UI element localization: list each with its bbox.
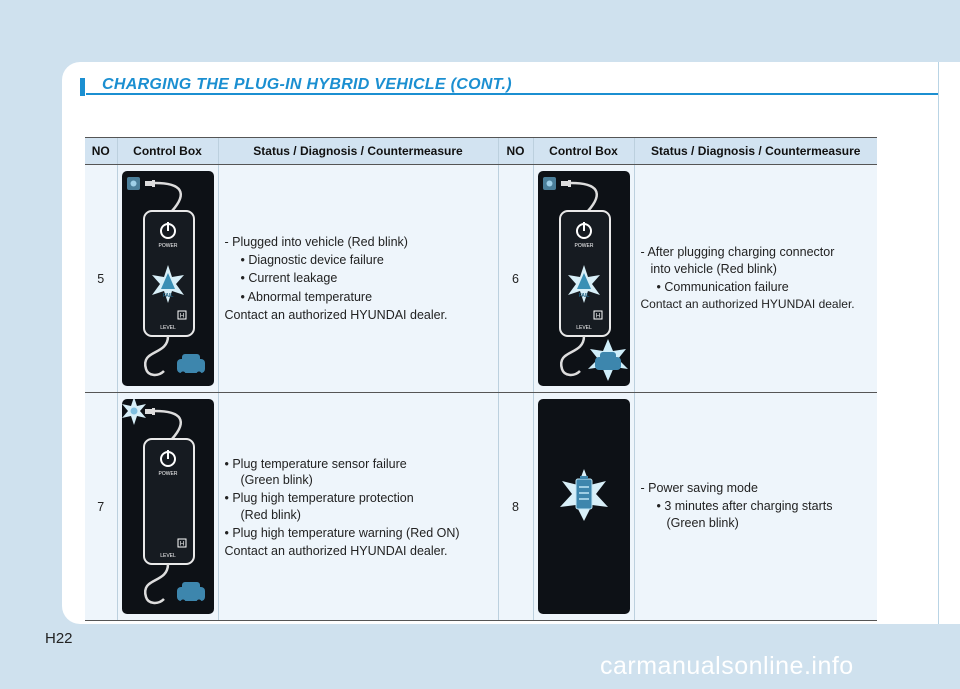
control-box-cell bbox=[117, 393, 218, 621]
control-box-illustration-fail bbox=[122, 171, 214, 386]
dealer-note: Contact an authorized HYUNDAI dealer. bbox=[224, 544, 448, 558]
status-bullet: • Plug high temperature warning (Red ON) bbox=[224, 525, 460, 540]
cable-icon-lower bbox=[145, 336, 168, 375]
svg-text:H: H bbox=[179, 313, 184, 320]
col-header-control-box: Control Box bbox=[117, 138, 218, 165]
status-cell bbox=[634, 165, 877, 393]
control-box-illustration-power-saving bbox=[538, 399, 630, 614]
battery-icon bbox=[576, 479, 592, 509]
row-number: 5 bbox=[85, 165, 117, 393]
status-bullet: • Abnormal temperature bbox=[240, 289, 373, 304]
col-header-status-2: Status / Diagnosis / Countermeasure bbox=[634, 138, 877, 165]
cable-icon-lower bbox=[561, 336, 584, 375]
power-label: POWER bbox=[158, 471, 177, 477]
status-bullet: • 3 minutes after charging starts (Green blink) bbox=[656, 499, 833, 530]
plug-icon bbox=[145, 409, 153, 414]
status-bullet: • Current leakage bbox=[240, 271, 338, 286]
title-underline bbox=[86, 93, 938, 95]
power-label: POWER bbox=[158, 243, 177, 249]
col-header-no-2: NO bbox=[498, 138, 533, 165]
svg-text:H: H bbox=[595, 313, 600, 320]
status-bullet: • Diagnostic device failure bbox=[240, 253, 384, 268]
status-line: - Plugged into vehicle (Red blink) bbox=[224, 234, 408, 249]
status-line: - Power saving mode bbox=[640, 481, 758, 496]
page-number: H22 bbox=[45, 630, 73, 647]
table-row bbox=[85, 393, 877, 621]
page-edge-line bbox=[938, 62, 939, 624]
row-number: 7 bbox=[85, 393, 117, 621]
status-bullet: • Communication failure bbox=[656, 279, 789, 294]
dealer-note: Contact an authorized HYUNDAI dealer. bbox=[640, 297, 855, 312]
row-number: 8 bbox=[498, 393, 533, 621]
svg-text:H: H bbox=[179, 541, 184, 548]
status-line: - After plugging charging connector bbox=[640, 245, 835, 260]
status-cell bbox=[634, 393, 877, 621]
fail-label: FAIL bbox=[578, 293, 589, 299]
level-label: LEVEL bbox=[575, 325, 592, 331]
status-table bbox=[85, 137, 877, 621]
col-header-control-box-2: Control Box bbox=[533, 138, 634, 165]
title-accent-bar bbox=[80, 78, 85, 96]
control-box-cell bbox=[533, 165, 634, 393]
level-label: LEVEL bbox=[159, 325, 176, 331]
cable-icon bbox=[155, 183, 181, 211]
level-label: LEVEL bbox=[159, 553, 176, 559]
col-header-status: Status / Diagnosis / Countermeasure bbox=[218, 138, 498, 165]
status-cell bbox=[218, 165, 498, 393]
watermark: carmanualsonline.info bbox=[600, 652, 854, 680]
dealer-note: Contact an authorized HYUNDAI dealer. bbox=[224, 307, 448, 322]
cable-icon bbox=[571, 183, 597, 211]
page-title: CHARGING THE PLUG-IN HYBRID VEHICLE (CONT.) bbox=[102, 76, 512, 93]
status-bullet: • Plug high temperature protection (Red blink) bbox=[224, 491, 414, 522]
table-row bbox=[85, 165, 877, 393]
control-box-illustration-plug-temp bbox=[122, 399, 214, 614]
plug-icon bbox=[145, 181, 153, 186]
status-line: into vehicle (Red blink) bbox=[650, 261, 777, 276]
plug-icon bbox=[561, 181, 569, 186]
fail-label: FAIL bbox=[162, 293, 173, 299]
row-number: 6 bbox=[498, 165, 533, 393]
control-box-cell bbox=[117, 165, 218, 393]
cable-icon-lower bbox=[145, 564, 168, 603]
table-header-row bbox=[85, 138, 877, 165]
power-label: POWER bbox=[574, 243, 593, 249]
col-header-no: NO bbox=[85, 138, 117, 165]
control-box-illustration-comm-fail bbox=[538, 171, 630, 386]
cable-icon bbox=[155, 411, 181, 439]
control-box-cell bbox=[533, 393, 634, 621]
status-bullet: • Plug temperature sensor failure (Green blink) bbox=[224, 456, 407, 487]
status-cell bbox=[218, 393, 498, 621]
